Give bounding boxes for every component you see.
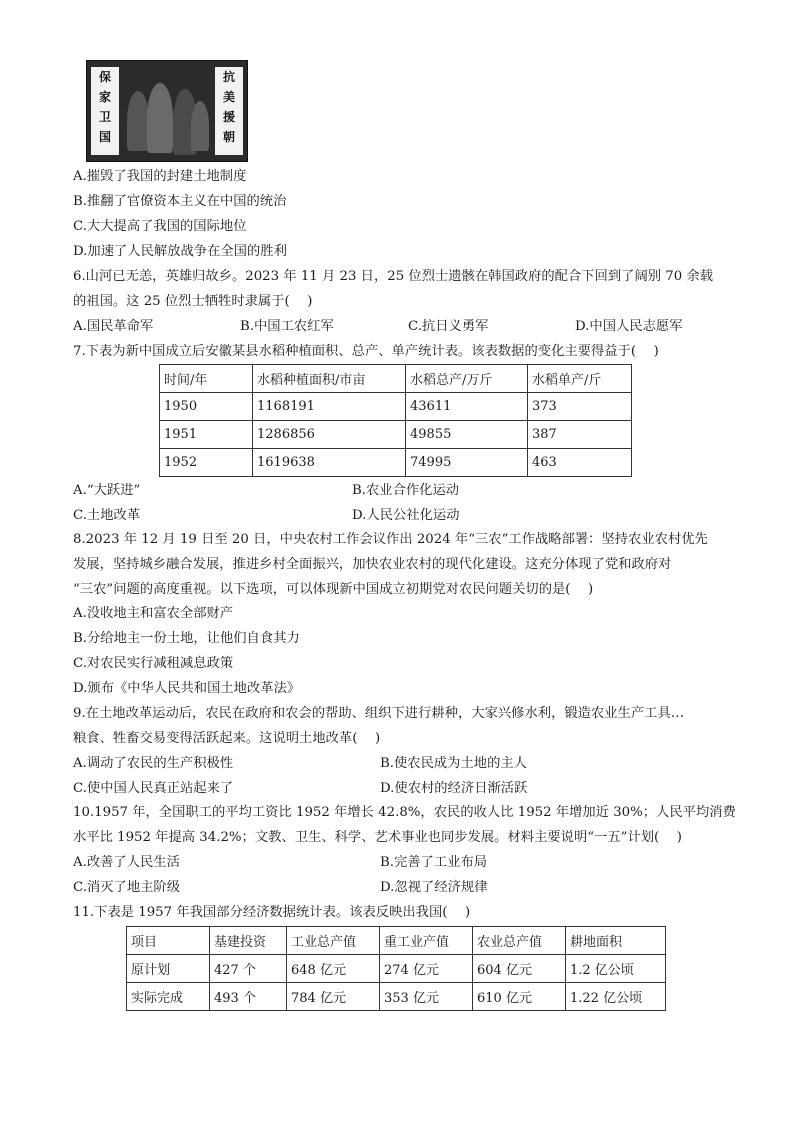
q6-option-c: C.抗日义勇军 <box>408 319 489 334</box>
table-header-row <box>127 927 666 955</box>
table-cell: 49855 <box>406 421 528 449</box>
q7-option-a: A.“大跃进” <box>73 483 141 498</box>
table-cell: 实际完成 <box>127 983 210 1011</box>
q7-option-b: B.农业合作化运动 <box>352 483 460 498</box>
table-header-cell: 工业总产值 <box>287 927 380 955</box>
table-cell: 1619638 <box>253 449 406 477</box>
q7-rice-table <box>159 364 632 477</box>
table-cell: 610 亿元 <box>473 983 566 1011</box>
q9-stem-line-1: 9.在土地改革运动后，农民在政府和农会的帮助、组织下进行耕种，大家兴修水利，锻造农业生产工具… <box>73 706 685 721</box>
q5-option-b: B.推翻了官僚资本主义在中国的统治 <box>73 194 287 209</box>
q7-stem: 7.下表为新中国成立后安徽某县水稻种植面积、总产、单产统计表。该表数据的变化主要得益于( ) <box>73 344 659 359</box>
table-cell: 1168191 <box>253 393 406 421</box>
table-header-cell: 农业总产值 <box>473 927 566 955</box>
table-row <box>127 983 666 1011</box>
q6-stem-line-2: 的祖国。这 25 位烈士牺牲时隶属于( ) <box>73 294 313 309</box>
q9-option-b: B.使农民成为土地的主人 <box>380 756 527 771</box>
q7-option-d: D.人民公社化运动 <box>352 508 460 523</box>
table-cell: 463 <box>528 449 632 477</box>
table-cell: 原计划 <box>127 955 210 983</box>
q6-option-a: A.国民革命军 <box>73 319 154 334</box>
table-row <box>160 449 632 477</box>
table-row <box>160 393 632 421</box>
q6-option-d: D.中国人民志愿军 <box>575 319 683 334</box>
photo-left-banner: 保 家 卫 国 <box>91 67 119 155</box>
table-header-cell: 项目 <box>127 927 210 955</box>
q8-option-b: B.分给地主一份土地，让他们自食其力 <box>73 631 300 646</box>
q9-option-a: A.调动了农民的生产积极性 <box>73 756 234 771</box>
q9-option-c: C.使中国人民真正站起来了 <box>73 781 234 796</box>
q5-option-a: A.摧毁了我国的封建土地制度 <box>73 169 247 184</box>
q8-stem-line-2: 发展，坚持城乡融合发展，推进乡村全面振兴，加快农业农村的现代化建设。这充分体现了党和政府对 <box>73 557 672 572</box>
table-cell: 43611 <box>406 393 528 421</box>
table-header-cell: 水稻单产/斤 <box>528 365 632 393</box>
table-cell: 1951 <box>160 421 253 449</box>
table-cell: 74995 <box>406 449 528 477</box>
table-cell: 1.22 亿公顷 <box>566 983 666 1011</box>
q9-option-d: D.使农村的经济日渐活跃 <box>380 781 528 796</box>
table-row <box>160 421 632 449</box>
table-header-cell: 时间/年 <box>160 365 253 393</box>
table-cell: 1.2 亿公顷 <box>566 955 666 983</box>
q8-option-c: C.对农民实行减租减息政策 <box>73 656 234 671</box>
table-cell: 493 个 <box>210 983 287 1011</box>
q8-option-a: A.没收地主和富农全部财产 <box>73 606 234 621</box>
table-cell: 387 <box>528 421 632 449</box>
table-header-cell: 水稻种植面积/市亩 <box>253 365 406 393</box>
q10-stem-line-2: 水平比 1952 年提高 34.2%；文教、卫生、科学、艺术事业也同步发展。材料主要说明“一五”计划( ) <box>73 830 682 845</box>
q9-stem-line-2: 粮食、牲畜交易变得活跃起来。这说明土地改革( ) <box>73 731 381 746</box>
q8-stem-line-1: 8.2023 年 12 月 19 日至 20 日，中央农村工作会议作出 2024 年“三农”工作战略部署：坚持农业农村优先 <box>73 532 708 547</box>
table-header-cell: 重工业产值 <box>380 927 473 955</box>
q6-option-b: B.中国工农红军 <box>240 319 334 334</box>
table-cell: 648 亿元 <box>287 955 380 983</box>
q10-option-c: C.消灭了地主阶级 <box>73 880 181 895</box>
q10-stem-line-1: 10.1957 年，全国职工的平均工资比 1952 年增长 42.8%，农民的收人比 1952 年增加近 30%；人民平均消费 <box>73 805 736 820</box>
q6-stem-line-1: 6.山河已无恙，英雄归故乡。2023 年 11 月 23 日，25 位烈士遗骸在韩国政府的配合下回到了阔别 70 余载 <box>73 269 714 284</box>
table-cell: 1286856 <box>253 421 406 449</box>
q10-option-b: B.完善了工业布局 <box>380 855 488 870</box>
q11-economy-table <box>126 926 666 1011</box>
table-cell: 604 亿元 <box>473 955 566 983</box>
table-cell: 427 个 <box>210 955 287 983</box>
table-header-cell: 水稻总产/万斤 <box>406 365 528 393</box>
table-cell: 353 亿元 <box>380 983 473 1011</box>
q8-stem-line-3: “三农”问题的高度重视。以下选项，可以体现新中国成立初期党对农民问题关切的是( ) <box>73 582 594 597</box>
table-header-cell: 耕地面积 <box>566 927 666 955</box>
table-header-row <box>160 365 632 393</box>
photo-right-banner: 抗 美 援 朝 <box>215 67 243 155</box>
q10-option-a: A.改善了人民生活 <box>73 855 180 870</box>
q10-option-d: D.忽视了经济规律 <box>380 880 488 895</box>
table-cell: 784 亿元 <box>287 983 380 1011</box>
table-header-cell: 基建投资 <box>210 927 287 955</box>
q8-option-d: D.颁布《中华人民共和国土地改革法》 <box>73 681 301 696</box>
resist-america-aid-korea-photo <box>86 60 248 162</box>
table-row <box>127 955 666 983</box>
q5-option-c: C.大大提高了我国的国际地位 <box>73 219 247 234</box>
table-cell: 274 亿元 <box>380 955 473 983</box>
q11-stem: 11.下表是 1957 年我国部分经济数据统计表。该表反映出我国( ) <box>73 905 471 920</box>
table-cell: 1950 <box>160 393 253 421</box>
table-cell: 1952 <box>160 449 253 477</box>
q5-option-d: D.加速了人民解放战争在全国的胜利 <box>73 244 287 259</box>
table-cell: 373 <box>528 393 632 421</box>
q7-option-c: C.土地改革 <box>73 508 141 523</box>
